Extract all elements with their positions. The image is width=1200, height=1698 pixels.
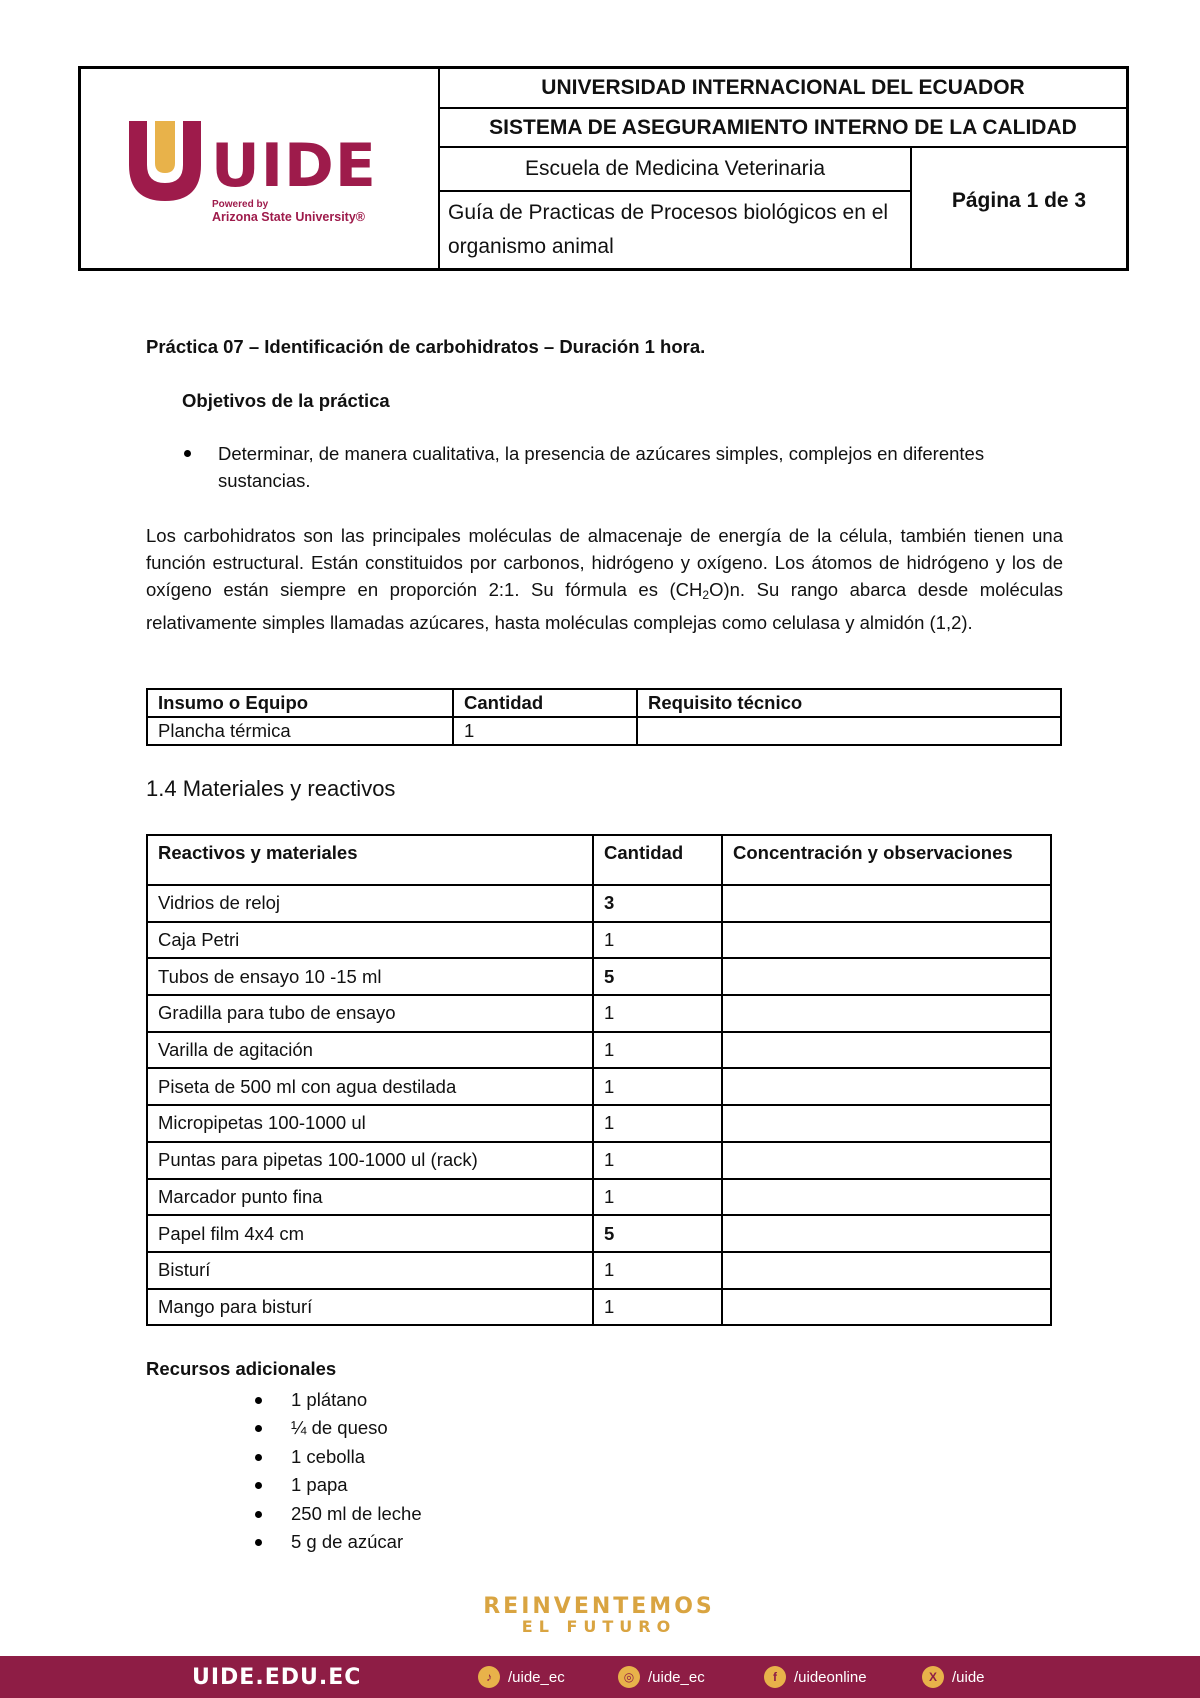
table-header-cell: Requisito técnico: [637, 689, 1061, 717]
table-cell: [722, 1179, 1051, 1216]
table-cell: Varilla de agitación: [147, 1032, 593, 1069]
table-cell: [722, 922, 1051, 959]
table-row: [147, 1032, 1051, 1069]
table-cell: 1: [593, 1032, 722, 1069]
bullet-icon: [184, 450, 191, 457]
table-cell: 1: [593, 922, 722, 959]
table-row: [147, 922, 1051, 959]
table-cell: [722, 1142, 1051, 1179]
list-item: 1 papa: [255, 1471, 422, 1499]
table-row: [147, 1252, 1051, 1289]
table-header-cell: Cantidad: [593, 835, 722, 885]
table-cell: [722, 1289, 1051, 1326]
social-facebook[interactable]: f /uideonline: [764, 1666, 867, 1688]
logo-powered-by: Powered by: [212, 199, 269, 210]
table-row: [147, 1289, 1051, 1326]
formula-subscript: 2: [702, 588, 710, 602]
table-cell: Bisturí: [147, 1252, 593, 1289]
table-cell: Marcador punto fina: [147, 1179, 593, 1216]
uide-logo-icon: [125, 113, 205, 203]
table-cell: 5: [593, 1215, 722, 1252]
table-row: [147, 1215, 1051, 1252]
objectives-heading: Objetivos de la práctica: [182, 390, 390, 411]
table-cell: Tubos de ensayo 10 -15 ml: [147, 958, 593, 995]
materials-table: [146, 834, 1052, 1326]
table-cell: 3: [593, 885, 722, 922]
logo-brand: UIDE: [211, 131, 377, 201]
table-row: [147, 1068, 1051, 1105]
table-cell: Gradilla para tubo de ensayo: [147, 995, 593, 1032]
table-cell: [722, 995, 1051, 1032]
instagram-icon: ◎: [618, 1666, 640, 1688]
table-cell: [722, 885, 1051, 922]
list-item: ¼ de queso: [255, 1414, 422, 1442]
table-header-row: [147, 835, 1051, 885]
practice-title: Práctica 07 – Identificación de carbohidratos – Duración 1 hora.: [146, 336, 706, 357]
logo-partner: Arizona State University®: [212, 210, 366, 224]
table-cell: Papel film 4x4 cm: [147, 1215, 593, 1252]
table-row: [147, 995, 1051, 1032]
list-item: 1 cebolla: [255, 1443, 422, 1471]
table-cell: 1: [593, 1142, 722, 1179]
table-cell: 1: [593, 1068, 722, 1105]
table-row: [147, 1142, 1051, 1179]
table-cell: 1: [593, 1105, 722, 1142]
x-icon: X: [922, 1666, 944, 1688]
table-header-cell: Concentración y observaciones: [722, 835, 1051, 885]
resources-list: [255, 1386, 422, 1556]
table-cell: 5: [593, 958, 722, 995]
materials-heading: 1.4 Materiales y reactivos: [146, 776, 396, 801]
table-cell: [722, 1252, 1051, 1289]
table-cell: 1: [593, 1179, 722, 1216]
equipment-table: [146, 688, 1062, 746]
table-row: [147, 717, 1061, 745]
objective-item: Determinar, de manera cualitativa, la presencia de azúcares simples, complejos en diferentes sustancias.: [218, 443, 985, 491]
school-name: Escuela de Medicina Veterinaria: [440, 148, 910, 192]
tiktok-icon: ♪: [478, 1666, 500, 1688]
table-cell: Mango para bisturí: [147, 1289, 593, 1326]
table-cell: [722, 1032, 1051, 1069]
table-cell: Plancha térmica: [147, 717, 453, 745]
table-row: [147, 1105, 1051, 1142]
slogan-line2: EL FUTURO: [521, 1617, 677, 1636]
page-number: Página 1 de 3: [951, 189, 1087, 212]
table-header-cell: Cantidad: [453, 689, 637, 717]
table-cell: Piseta de 500 ml con agua destilada: [147, 1068, 593, 1105]
list-item: 1 plátano: [255, 1386, 422, 1414]
table-cell: Vidrios de reloj: [147, 885, 593, 922]
table-cell: 1: [453, 717, 637, 745]
logo-cell: [81, 69, 440, 268]
table-cell: [722, 1105, 1051, 1142]
quality-system: SISTEMA DE ASEGURAMIENTO INTERNO DE LA CALIDAD: [440, 109, 1126, 148]
facebook-icon: f: [764, 1666, 786, 1688]
social-tiktok[interactable]: ♪ /uide_ec: [478, 1666, 565, 1688]
footer-bar: [0, 1656, 1200, 1698]
social-x[interactable]: X /uide: [922, 1666, 985, 1688]
table-cell: [637, 717, 1061, 745]
table-header-cell: Insumo o Equipo: [147, 689, 453, 717]
document-header: [78, 66, 1129, 271]
table-cell: 1: [593, 995, 722, 1032]
resources-heading: Recursos adicionales: [146, 1358, 337, 1379]
table-cell: Caja Petri: [147, 922, 593, 959]
list-item: 250 ml de leche: [255, 1500, 422, 1528]
table-row: [147, 1179, 1051, 1216]
guide-title: Guía de Practicas de Procesos biológicos en el organismo animal: [448, 201, 889, 258]
table-cell: [722, 1068, 1051, 1105]
university-name: UNIVERSIDAD INTERNACIONAL DEL ECUADOR: [440, 69, 1126, 109]
table-header-row: [147, 689, 1061, 717]
list-item: 5 g de azúcar: [255, 1528, 422, 1556]
table-cell: Micropipetas 100-1000 ul: [147, 1105, 593, 1142]
social-instagram[interactable]: ◎ /uide_ec: [618, 1666, 705, 1688]
intro-paragraph: Los carbohidratos son las principales moléculas de almacenaje de energía de la célula, también tienen una función estructural. Están constituidos por carbonos, hidrógeno y oxígeno. Los átomos de hidrógeno y los de oxígeno están siempre en proporción 2:1. Su fórmula es $(CH_2O)n$. Su rango abarca desde moléculas relativamente simples llamadas azúcares, hasta moléculas complejas como celulasa y almidón (1,2).: [146, 525, 1063, 633]
table-cell: Puntas para pipetas 100-1000 ul (rack): [147, 1142, 593, 1179]
slogan-line1: REINVENTEMOS: [483, 1594, 715, 1619]
table-cell: [722, 958, 1051, 995]
table-cell: [722, 1215, 1051, 1252]
table-cell: 1: [593, 1289, 722, 1326]
table-row: [147, 958, 1051, 995]
table-row: [147, 885, 1051, 922]
website-link[interactable]: UIDE.EDU.EC: [192, 1664, 362, 1690]
table-header-cell: Reactivos y materiales: [147, 835, 593, 885]
table-cell: 1: [593, 1252, 722, 1289]
